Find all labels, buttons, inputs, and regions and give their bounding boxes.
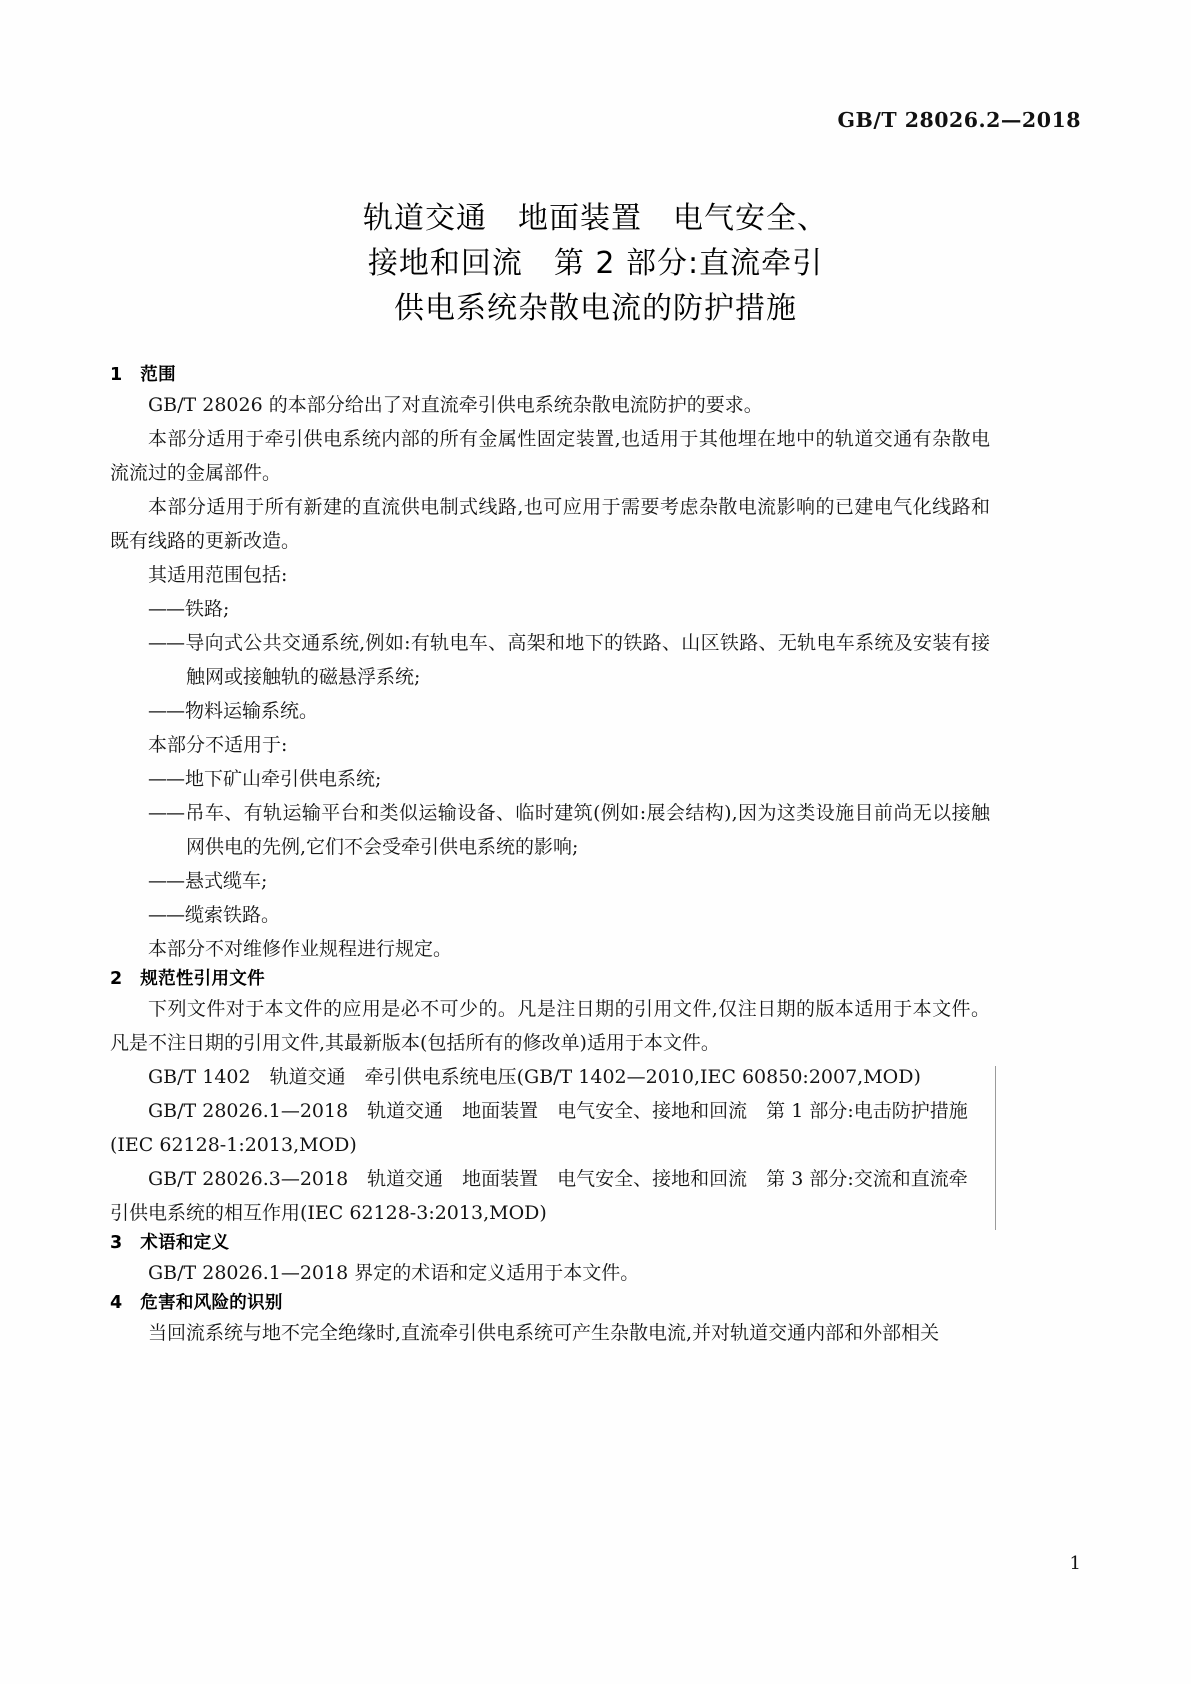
standard-number: GB/T 28026.2—2018 [837,108,1081,132]
list-item [110,898,990,932]
list-item-label: 吊车、有轨运输平台和类似运输设备、临时建筑(例如:展会结构),因为这类设施目前尚无以接触网供电的先例,它们不会受牵引供电系统的影响; [185,802,990,858]
paragraph: GB/T 28026 的本部分给出了对直流牵引供电系统杂散电流防护的要求。 [148,394,763,416]
document-body [110,362,990,1350]
reference-entry-continuation: (IEC 62128-1:2013,MOD) [110,1134,357,1156]
paragraph: 本部分不适用于: [148,734,288,756]
running-header [110,108,1081,138]
paragraph: 其适用范围包括: [148,564,288,586]
paragraph: 当回流系统与地不完全绝缘时,直流牵引供电系统可产生杂散电流,并对轨道交通内部和外部相关 [148,1322,940,1344]
reference-entry: GB/T 1402 轨道交通 牵引供电系统电压(GB/T 1402—2010,IEC 60850:2007,MOD) [148,1066,921,1088]
reference-entry: GB/T 28026.1—2018 轨道交通 地面装置 电气安全、接地和回流 第 1 部分:电击防护措施 [148,1100,968,1122]
paragraph: 下列文件对于本文件的应用是必不可少的。凡是注日期的引用文件,仅注日期的版本适用于本文件。凡是不注日期的引用文件,其最新版本(包括所有的修改单)适用于本文件。 [110,998,990,1054]
document-title [110,196,1081,331]
section-heading-terms-and-definitions: 3 术语和定义 [110,1233,230,1253]
list-item [110,864,990,898]
list-item-label: 物料运输系统。 [185,700,319,722]
em-dash-marker: —— [148,598,184,620]
page-number: 1 [1069,1553,1081,1574]
margin-change-bar [995,1066,996,1230]
reference-entry-continuation: 引供电系统的相互作用(IEC 62128-3:2013,MOD) [110,1202,547,1224]
list-item-label: 地下矿山牵引供电系统; [185,768,382,790]
em-dash-marker: —— [148,904,184,926]
paragraph: GB/T 28026.1—2018 界定的术语和定义适用于本文件。 [148,1262,640,1284]
em-dash-marker: —— [148,870,184,892]
title-line-3: 供电系统杂散电流的防护措施 [394,291,797,326]
section-heading-normative-references: 2 规范性引用文件 [110,969,265,989]
list-item-label: 悬式缆车; [185,870,268,892]
em-dash-marker: —— [148,632,184,654]
section-heading-hazard-identification: 4 危害和风险的识别 [110,1293,283,1313]
paragraph: 本部分适用于牵引供电系统内部的所有金属性固定装置,也适用于其他埋在地中的轨道交通有杂散电流流过的金属部件。 [110,428,990,484]
list-item-label: 铁路; [185,598,230,620]
reference-entry: GB/T 28026.3—2018 轨道交通 地面装置 电气安全、接地和回流 第 3 部分:交流和直流牵 [148,1168,968,1190]
list-item-label: 导向式公共交通系统,例如:有轨电车、高架和地下的铁路、山区铁路、无轨电车系统及安装有接触网或接触轨的磁悬浮系统; [185,632,990,688]
em-dash-marker: —— [148,768,184,790]
list-item-label: 缆索铁路。 [185,904,281,926]
title-line-2: 接地和回流 第 2 部分:直流牵引 [367,246,824,281]
em-dash-marker: —— [148,700,184,722]
paragraph: 本部分不对维修作业规程进行规定。 [148,938,453,960]
list-item [110,796,990,864]
em-dash-marker: —— [148,802,184,824]
list-item [110,626,990,694]
title-line-1: 轨道交通 地面装置 电气安全、 [363,201,828,236]
paragraph: 本部分适用于所有新建的直流供电制式线路,也可应用于需要考虑杂散电流影响的已建电气化线路和既有线路的更新改造。 [110,496,990,552]
section-heading-scope: 1 范围 [110,365,176,385]
list-item [110,694,990,728]
list-item [110,592,990,626]
reference-list [110,1060,990,1230]
list-item [110,762,990,796]
